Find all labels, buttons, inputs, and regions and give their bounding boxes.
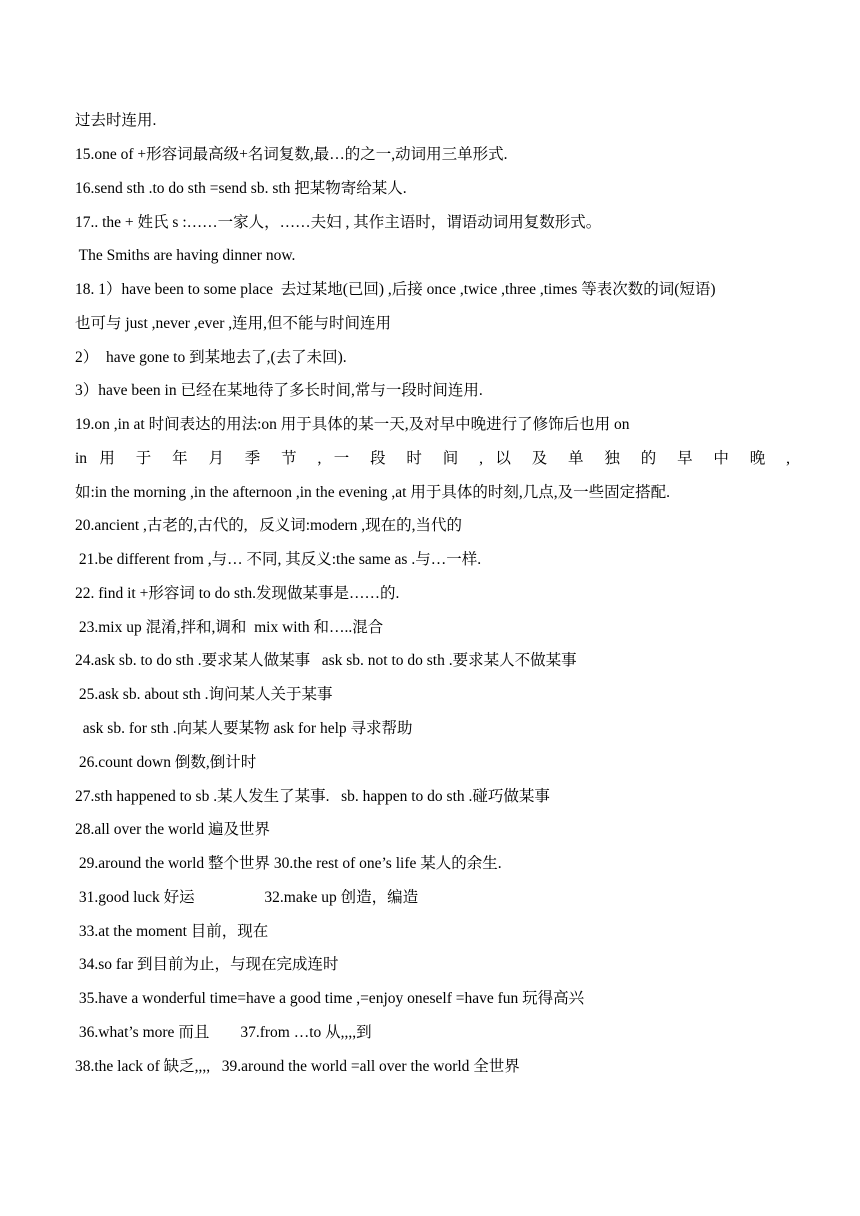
text-line: 26.count down 倒数,倒计时 [75, 754, 257, 771]
text-line: 27.sth happened to sb .某人发生了某事. sb. happen to do sth .碰巧做某事 [75, 788, 550, 805]
text-line: 31.good luck 好运 32.make up 创造，编造 [75, 889, 419, 906]
text-line: 16.send sth .to do sth =send sb. sth 把某物寄给某人. [75, 180, 407, 197]
text-line: 36.what’s more 而且 37.from …to 从,,,,到 [75, 1024, 372, 1041]
text-line: 18. 1）have been to some place 去过某地(已回) ,后接 once ,twice ,three ,times 等表次数的词(短语) [75, 281, 716, 298]
text-line: 34.so far 到目前为止，与现在完成连时 [75, 956, 339, 973]
text-line: 也可与 just ,never ,ever ,连用,但不能与时间连用 [75, 315, 391, 332]
text-line: 22. find it +形容词 to do sth.发现做某事是……的. [75, 585, 400, 602]
text-line: 21.be different from ,与… 不同, 其反义:the same as .与…一样. [75, 551, 482, 568]
text-line: 19.on ,in at 时间表达的用法:on 用于具体的某一天,及对早中晚进行了修饰后也用 on [75, 416, 630, 433]
text-line: ask sb. for sth .向某人要某物 ask for help 寻求帮助 [75, 720, 413, 737]
text-line: 25.ask sb. about sth .询问某人关于某事 [75, 686, 333, 703]
text-line: 3）have been in 已经在某地待了多长时间,常与一段时间连用. [75, 382, 483, 399]
text-line: 38.the lack of 缺乏,,,, 39.around the world =all over the world 全世界 [75, 1058, 520, 1075]
text-line: 15.one of +形容词最高级+名词复数,最…的之一,动词用三单形式. [75, 146, 508, 163]
text-line: 20.ancient ,古老的,古代的, 反义词:modern ,现在的,当代的 [75, 517, 463, 534]
text-line: The Smiths are having dinner now. [75, 247, 296, 264]
text-line: 24.ask sb. to do sth .要求某人做某事 ask sb. not to do sth .要求某人不做某事 [75, 652, 577, 669]
text-line: 如:in the morning ,in the afternoon ,in the evening ,at 用于具体的时刻,几点,及一些固定搭配. [75, 484, 670, 501]
text-line: 2） have gone to 到某地去了,(去了未回). [75, 349, 347, 366]
text-line: 过去时连用. [75, 112, 157, 129]
text-line: 33.at the moment 目前，现在 [75, 923, 269, 940]
text-line: 23.mix up 混淆,拌和,调和 mix with 和…..混合 [75, 619, 384, 636]
text-line-justified: in 用 于 年 月 季 节 , 一 段 时 间 , 以 及 单 独 的 早 中 晚 , [75, 450, 790, 467]
text-line: 29.around the world 整个世界 30.the rest of one’s life 某人的余生. [75, 855, 502, 872]
text-line: 35.have a wonderful time=have a good time ,=enjoy oneself =have fun 玩得高兴 [75, 990, 585, 1007]
text-line: 17.. the + 姓氏 s :……一家人，……夫妇 , 其作主语时，谓语动词用复数形式。 [75, 214, 602, 231]
text-line: 28.all over the world 遍及世界 [75, 821, 271, 838]
